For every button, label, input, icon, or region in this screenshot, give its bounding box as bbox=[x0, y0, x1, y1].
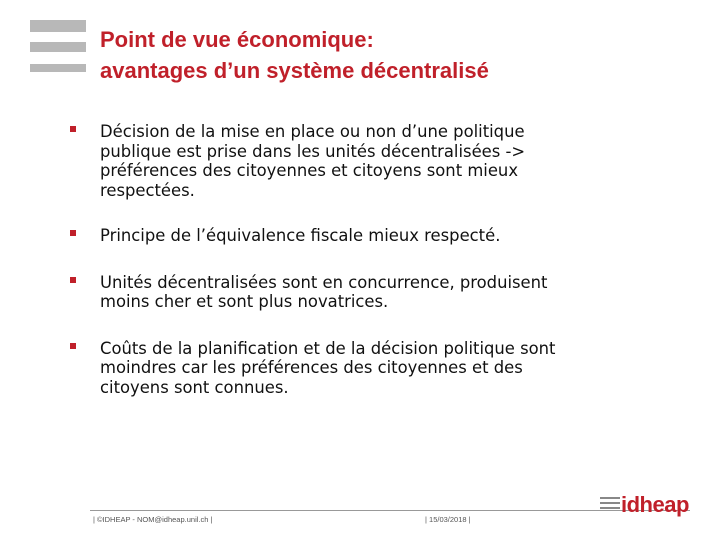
bullet-line: publique est prise dans les unités décentralisées -> bbox=[100, 141, 526, 161]
bullet-square-icon bbox=[70, 343, 76, 349]
footer-date: | 15/03/2018 | bbox=[425, 515, 471, 524]
bullet-line: Coûts de la planification et de la décision politique sont bbox=[100, 338, 556, 358]
bullet-item bbox=[70, 273, 690, 312]
bullet-line: préférences des citoyennes et citoyens sont mieux bbox=[100, 161, 519, 180]
bullet-square-icon bbox=[70, 126, 76, 132]
bullet-line: citoyens sont connues. bbox=[100, 377, 289, 397]
bullet-square-icon bbox=[70, 277, 76, 283]
bullet-line: moins cher et sont plus novatrices. bbox=[100, 292, 389, 311]
bullet-line: Décision de la mise en place ou non d’une politique bbox=[100, 122, 525, 141]
bullet-line: respectées. bbox=[100, 180, 195, 200]
slide-title bbox=[100, 24, 700, 86]
title-line-2: avantages d’un système décentralisé bbox=[100, 58, 489, 83]
bullet-list bbox=[70, 122, 690, 397]
bullet-square-icon bbox=[70, 230, 76, 236]
title-line-1: Point de vue économique: bbox=[100, 27, 374, 52]
footer-copyright: | ©IDHEAP - NOM@idheap.unil.ch | bbox=[93, 515, 213, 524]
bullet-item bbox=[70, 226, 690, 246]
bullet-line: Unités décentralisées sont en concurrence, produisent bbox=[100, 272, 548, 292]
idheap-logo bbox=[600, 492, 690, 522]
logo-text: idheap bbox=[621, 492, 689, 517]
bullet-item bbox=[70, 339, 690, 398]
bullet-item bbox=[70, 122, 690, 200]
bullet-line: moindres car les préférences des citoyennes et des bbox=[100, 358, 523, 377]
bullet-line: Principe de l’équivalence fiscale mieux respecté. bbox=[100, 226, 501, 245]
